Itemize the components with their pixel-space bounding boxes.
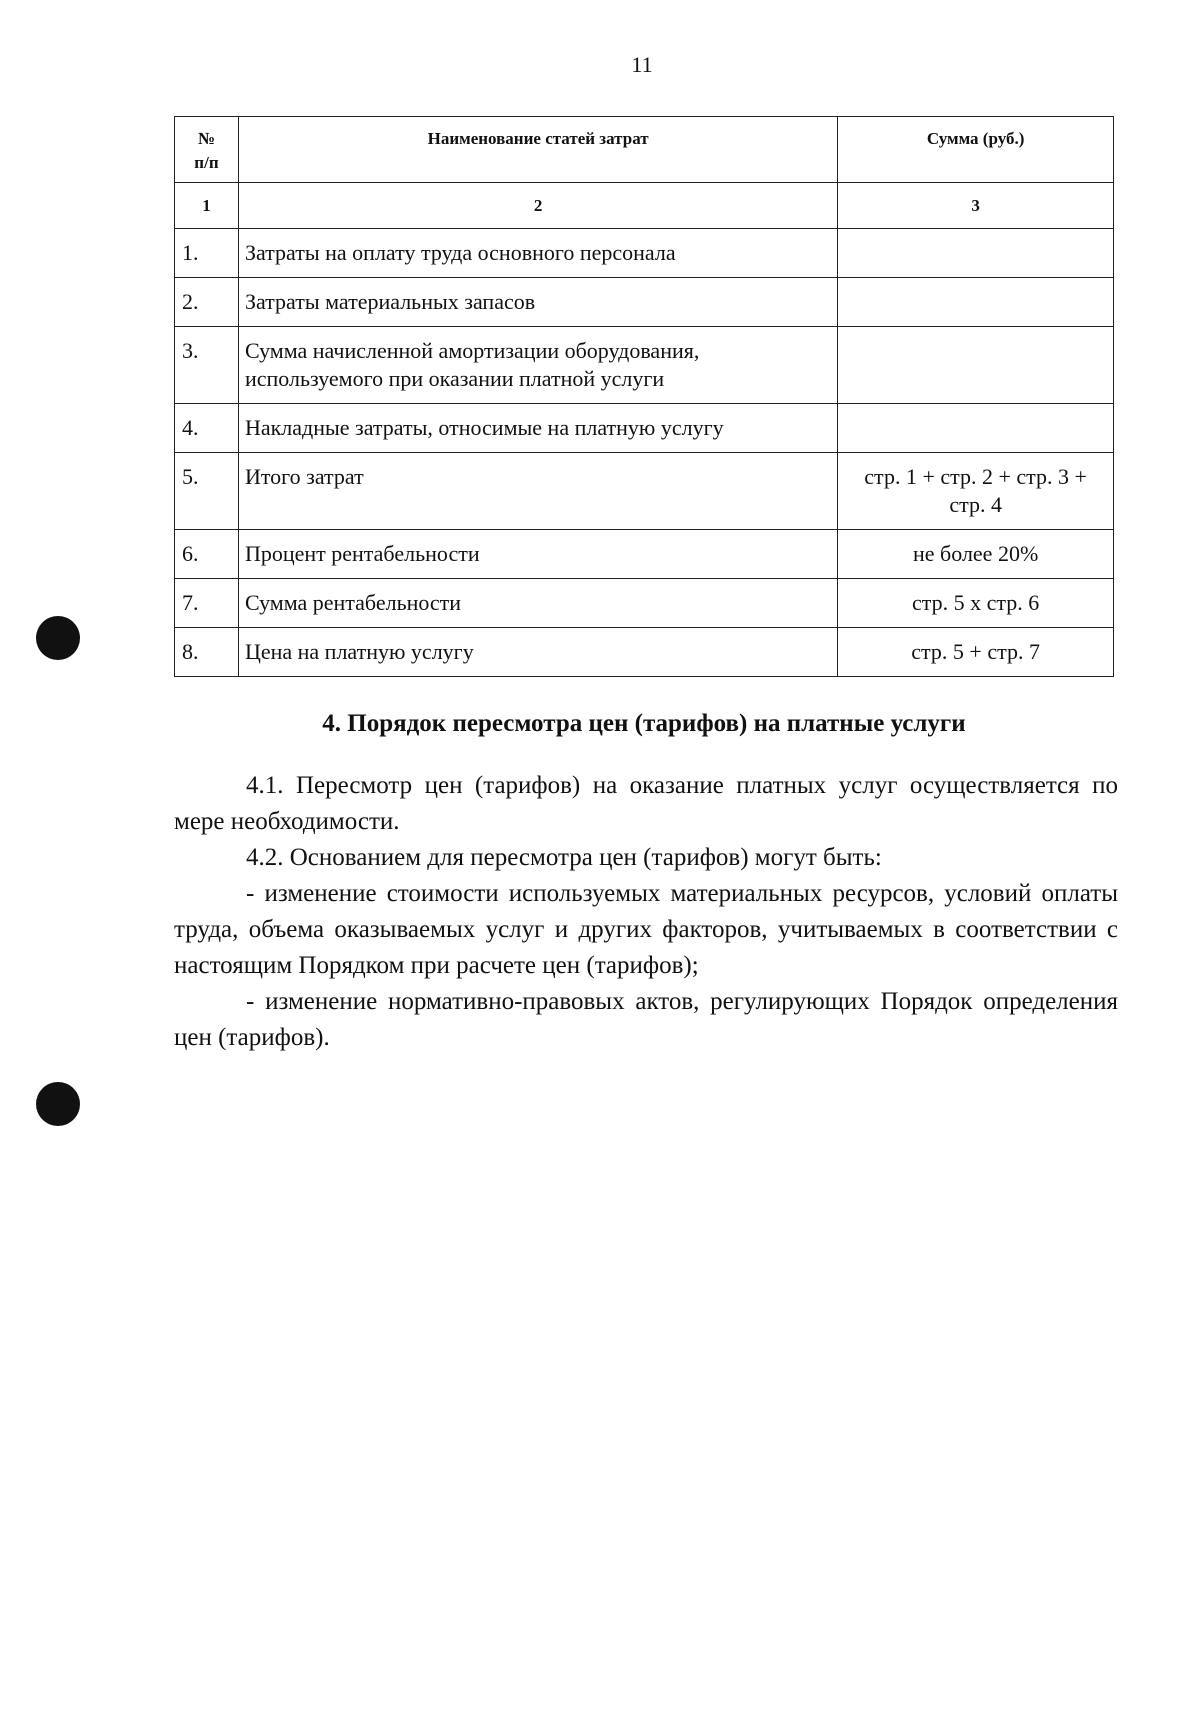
row-name: Накладные затраты, относимые на платную услугу — [238, 404, 837, 453]
row-name: Цена на платную услугу — [238, 628, 837, 677]
table-row — [175, 453, 1114, 530]
row-sum: не более 20% — [838, 530, 1114, 579]
section-body — [174, 768, 1118, 1056]
column-number: 1 — [175, 183, 239, 229]
paragraph: - изменение нормативно-правовых актов, регулирующих Порядок определения цен (тарифов). — [174, 988, 1118, 1051]
row-sum — [838, 229, 1114, 278]
page-number: 11 — [631, 52, 653, 77]
cost-table — [174, 116, 1114, 677]
table-row — [175, 628, 1114, 677]
section-title: 4. Порядок пересмотра цен (тарифов) на платные услуги — [322, 710, 966, 737]
table-row — [175, 327, 1114, 404]
paragraph: 4.2. Основанием для пересмотра цен (тарифов) могут быть: — [246, 844, 882, 871]
row-sum: стр. 5 + стр. 7 — [838, 628, 1114, 677]
header-cost-item: Наименование статей затрат — [238, 117, 837, 183]
row-sum — [838, 327, 1114, 404]
header-sum: Сумма (руб.) — [838, 117, 1114, 183]
row-name: Итого затрат — [238, 453, 837, 530]
table-row — [175, 278, 1114, 327]
paragraph: - изменение стоимости используемых материальных ресурсов, условий оплаты труда, объема оказываемых услуг и других факторов, учитываемых в соответствии с настоящим Порядком при расчете цен (тарифов); — [174, 880, 1118, 979]
row-number: 3. — [175, 327, 239, 404]
table-row — [175, 229, 1114, 278]
table-header-row — [175, 117, 1114, 183]
row-number: 2. — [175, 278, 239, 327]
row-name: Затраты на оплату труда основного персонала — [238, 229, 837, 278]
paragraph: 4.1. Пересмотр цен (тарифов) на оказание платных услуг осуществляется по мере необходимости. — [174, 772, 1118, 835]
row-number: 1. — [175, 229, 239, 278]
row-sum — [838, 404, 1114, 453]
row-sum: стр. 5 х стр. 6 — [838, 579, 1114, 628]
row-sum — [838, 278, 1114, 327]
table-row — [175, 579, 1114, 628]
header-number: № п/п — [175, 117, 239, 183]
column-number: 3 — [838, 183, 1114, 229]
row-name: Сумма рентабельности — [238, 579, 837, 628]
punch-hole — [36, 616, 80, 660]
row-number: 5. — [175, 453, 239, 530]
punch-hole — [36, 1082, 80, 1126]
table-row — [175, 530, 1114, 579]
row-number: 4. — [175, 404, 239, 453]
table-row — [175, 404, 1114, 453]
column-number: 2 — [238, 183, 837, 229]
row-name: Затраты материальных запасов — [238, 278, 837, 327]
row-name: Сумма начисленной амортизации оборудования, используемого при оказании платной услуги — [238, 327, 837, 404]
row-number: 6. — [175, 530, 239, 579]
row-number: 7. — [175, 579, 239, 628]
row-number: 8. — [175, 628, 239, 677]
row-sum: стр. 1 + стр. 2 + стр. 3 + стр. 4 — [838, 453, 1114, 530]
row-name: Процент рентабельности — [238, 530, 837, 579]
column-number-row — [175, 183, 1114, 229]
